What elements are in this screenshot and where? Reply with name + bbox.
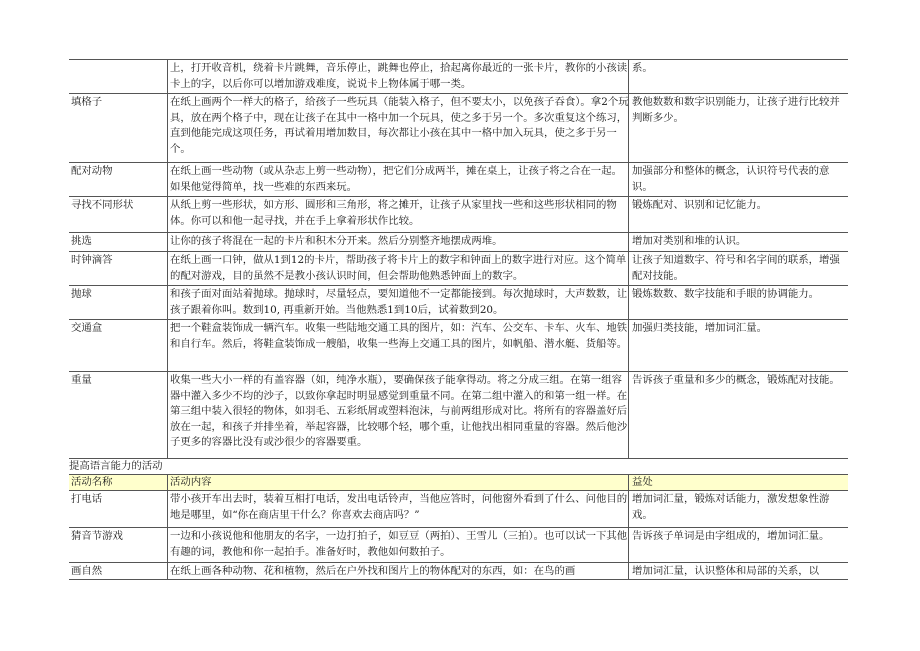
activity-benefit: 让孩子知道数字、符号和名字间的联系，增强配对技能。 (632, 254, 840, 282)
activity-name-cell (69, 563, 166, 579)
activity-benefit-cell (628, 372, 848, 458)
activity-name (71, 60, 166, 61)
table-row (69, 163, 848, 197)
activity-benefit: 增加对类别和堆的认识。 (632, 235, 747, 247)
activity-benefit-cell (628, 233, 848, 251)
activity-content: 在纸上画两个一样大的格子，给孩子一些玩具（能装入格子，但不要太小，以免孩子吞食）。拿2个玩具，放在两个格子中，现在让孩子在其中一格中加一个玩具，使之多于另一个。多次重复这个练习，直到他能完成这项任务，再试着用增加数目，每次都让小孩在其中一格中加入玩具，使之多于另一个。 (170, 96, 629, 155)
activity-benefit: 系。 (632, 62, 653, 74)
table-row (69, 372, 848, 459)
activity-name-cell (69, 252, 166, 285)
activity-content: 把一个鞋盒装饰成一辆汽车。收集一些陆地交通工具的图片，如：汽车、公交车、卡车、火车、地铁和自行车。然后，将鞋盒装饰成一艘船，收集一些海上交通工具的图片，如帆船、潜水艇、货船等。 (170, 322, 628, 350)
activity-content-cell (167, 491, 630, 527)
table-row (69, 320, 848, 372)
activity-name: 寻找不同形状 (71, 199, 134, 211)
activity-name-cell (69, 163, 166, 196)
activity-content-cell (167, 563, 630, 579)
activity-name: 抛球 (71, 288, 92, 300)
activity-name-cell (69, 286, 166, 319)
activity-benefit-cell (628, 491, 848, 527)
activity-content-cell (167, 60, 630, 93)
activity-benefit-cell (628, 252, 848, 285)
activity-benefit-cell (628, 320, 848, 371)
activity-content-cell (167, 528, 630, 562)
activity-content-cell (167, 94, 630, 162)
table-row (69, 252, 848, 286)
activity-content: 从纸上剪一些形状，如方形、圆形和三角形，将之摊开，让孩子从家里找一些和这些形状相同的物体。你可以和他一起寻找，并在手上拿着形状作比较。 (170, 199, 617, 227)
activity-benefit-cell (628, 197, 848, 232)
table-row (69, 60, 848, 94)
table-row (69, 94, 848, 163)
activity-benefit: 教他数数和数字识别能力，让孩子进行比较并判断多少。 (632, 96, 840, 124)
header-benefit-cell (628, 475, 848, 490)
table-row (69, 528, 848, 563)
activity-benefit: 告诉孩子重量和多少的概念，锻炼配对技能。 (632, 374, 840, 386)
activity-benefit-cell (628, 163, 848, 196)
activity-benefit-cell (628, 60, 848, 93)
column-header-benefit: 益处 (632, 476, 653, 488)
table-row (69, 563, 848, 580)
table-row (69, 491, 848, 528)
activity-name-cell (69, 94, 166, 162)
activity-content-cell (167, 233, 630, 251)
activity-name-cell (69, 320, 166, 371)
activity-name-cell (69, 60, 166, 93)
activity-name: 打电话 (71, 493, 103, 505)
activity-content: 一边和小孩说他和他朋友的名字，一边打拍子，如豆豆（两拍）、王雪儿（三拍）。也可以试一下其他有趣的词，教他和你一起拍手。准备好时，教他如何数拍子。 (170, 530, 628, 558)
activity-content: 在纸上画一口钟，做从1到12的卡片，帮助孩子将卡片上的数字和钟面上的数字进行对应。这个简单的配对游戏，目的虽然不是教小孩认识时间，但会帮助他熟悉钟面上的数字。 (170, 254, 627, 282)
activity-name-cell (69, 528, 166, 562)
activity-content: 让你的孩子将混在一起的卡片和积木分开来。然后分别整齐地摆成两堆。 (170, 235, 503, 247)
activity-benefit-cell (628, 94, 848, 162)
activity-benefit: 告诉孩子单词是由字组成的，增加词汇量。 (632, 530, 830, 542)
activity-content: 上，打开收音机，绕着卡片跳舞，音乐停止，跳舞也停止，拾起离你最近的一张卡片，教你的小孩读卡上的字，以后你可以增加游戏难度，说说卡上物体属于哪一类。 (170, 62, 628, 90)
activity-content: 在纸上画各种动物、花和植物，然后在户外找和图片上的物体配对的东西，如：在鸟的画 (170, 565, 576, 577)
activity-benefit: 增加词汇量，锻炼对话能力，激发想象性游戏。 (632, 493, 830, 521)
activity-name: 填格子 (71, 96, 103, 108)
activity-benefit-cell (628, 563, 848, 579)
activity-content-cell (167, 320, 630, 371)
activity-benefit: 锻炼配对、识别和记忆能力。 (632, 199, 768, 211)
activity-name: 时钟滴答 (71, 254, 113, 266)
activity-name: 猜音节游戏 (71, 530, 123, 542)
activity-benefit: 锻炼数数、数字技能和手眼的协调能力。 (632, 288, 820, 300)
activity-content-cell (167, 372, 630, 458)
activity-name: 交通盒 (71, 322, 103, 334)
activity-benefit-cell (628, 528, 848, 562)
activity-benefit: 加强归类技能，增加词汇量。 (632, 322, 768, 334)
activity-content: 在纸上画一些动物（或从杂志上剪一些动物），把它们分成两半，摊在桌上，让孩子将之合在一起。如果他觉得简单，找一些难的东西来玩。 (170, 165, 622, 193)
activity-benefit: 增加词汇量，认识整体和局部的关系，以 (632, 565, 820, 577)
activity-content: 收集一些大小一样的有盖容器（如，纯净水瓶），要确保孩子能拿得动。将之分成三组。在第一组容器中灌入多少不均的沙子，以致你拿起时明显感觉到重量不同。在第二组中灌入的和第一组一样。在第三组中装入很轻的物体，如羽毛、五彩纸屑或塑料泡沫，与前两组形成对比。将所有的容器盖好后放在一起，和孩子并排坐着，举起容器，比较哪个轻，哪个重，让他找出相同重量的容器。然后他沙子更多的容器比没有或沙很少的容器要重。 (170, 374, 628, 448)
activity-name: 配对动物 (71, 165, 113, 177)
activity-name: 画自然 (71, 565, 103, 577)
activity-name-cell (69, 233, 166, 251)
activity-name-cell (69, 491, 166, 527)
activity-content: 和孩子面对面站着抛球。抛球时，尽量轻点，要知道他不一定都能接到。每次抛球时，大声数数，让孩子跟着你叫。数到10, 再重新开始。当他熟悉1到10后，试着数到20。 (170, 288, 628, 316)
table-header-row (69, 475, 848, 491)
activity-name-cell (69, 197, 166, 232)
header-name-cell (69, 475, 166, 490)
column-header-name: 活动名称 (71, 476, 113, 488)
activity-content: 带小孩开车出去时，装着互相打电话，发出电话铃声，当他应答时，问他窗外看到了什么、问他目的地是哪里，如“你在商店里干什么？你喜欢去商店吗？” (170, 493, 628, 521)
activity-content-cell (167, 163, 630, 196)
section-title: 提高语言能力的活动 (69, 460, 163, 472)
activity-content-cell (167, 286, 630, 319)
activity-name: 重量 (71, 374, 92, 386)
activity-content-cell (167, 252, 630, 285)
header-content-cell (167, 475, 630, 490)
activity-name-cell (69, 372, 166, 458)
table-row (69, 197, 848, 233)
table-row (69, 233, 848, 252)
column-header-content: 活动内容 (170, 476, 212, 488)
activity-benefit-cell (628, 286, 848, 319)
table-row (69, 286, 848, 320)
activity-name: 挑选 (71, 235, 92, 247)
activity-content-cell (167, 197, 630, 232)
activity-benefit: 加强部分和整体的概念，认识符号代表的意识。 (632, 165, 830, 193)
